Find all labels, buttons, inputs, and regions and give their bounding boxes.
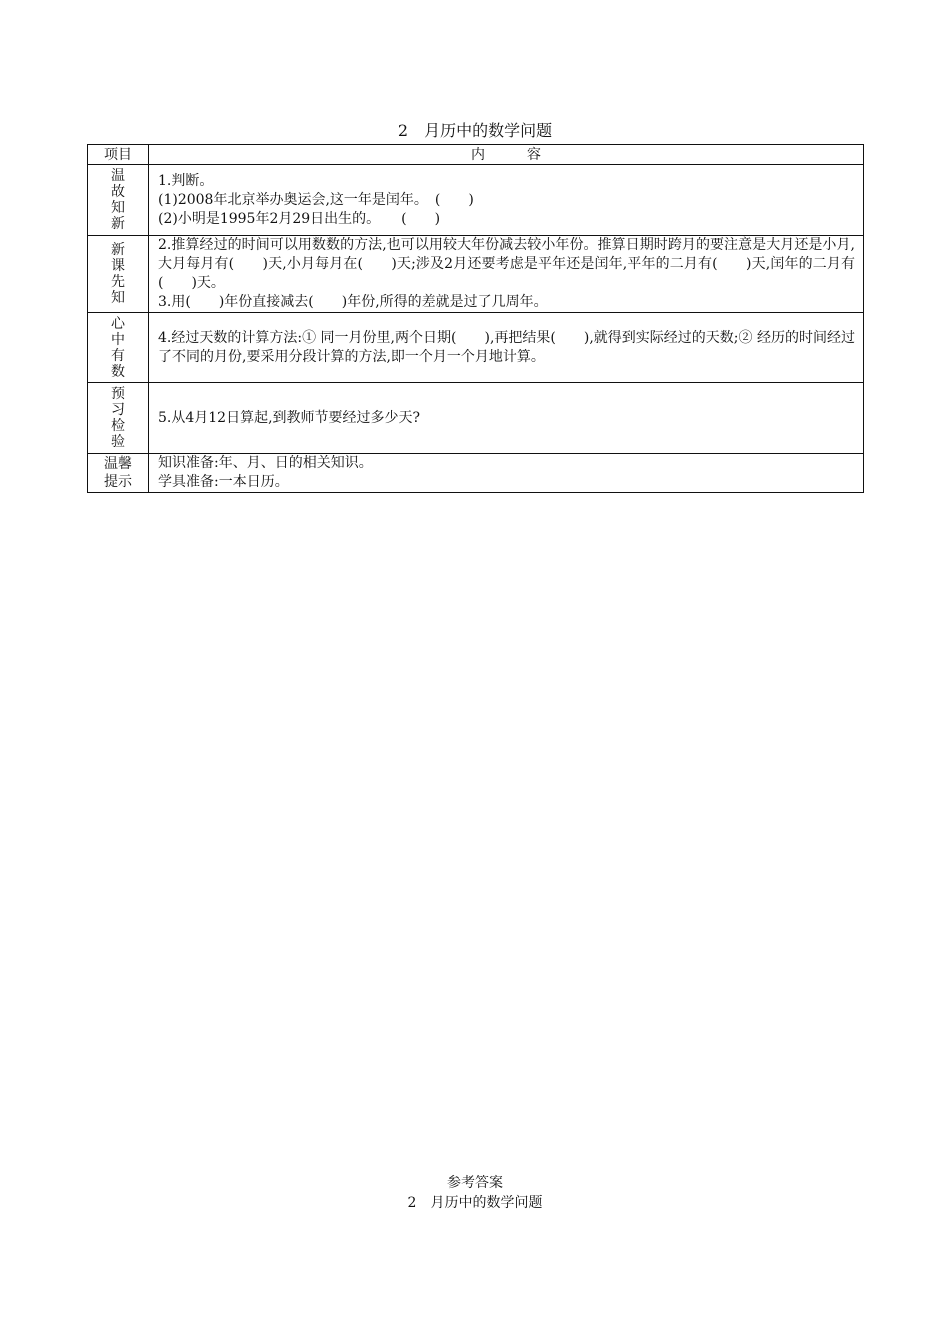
tip-knowledge: 知识准备:年、月、日的相关知识。	[158, 455, 373, 471]
row-content-key-points	[149, 313, 864, 383]
question-5: 5.从4月12日算起,到教师节要经过多少天?	[158, 409, 421, 426]
document-title: 2 月历中的数学问题	[397, 121, 553, 140]
question-1-part-1: (1)2008年北京举办奥运会,这一年是闰年。 ( )	[158, 191, 474, 208]
table-header-row	[88, 145, 864, 165]
table-row	[88, 383, 864, 454]
answer-heading: 参考答案	[447, 1175, 503, 1191]
question-2: 2.推算经过的时间可以用数数的方法,也可以用较大年份减去较小年份。推算日期时跨月的要注意是大月还是小月,大月每月有( )天,小月每月在( )天;涉及2月还要考虑是平年还是闰年,平年的二月有( )天,闰年的二月有( )天。	[158, 237, 855, 291]
row-label-key-points: 心 中 有 数	[88, 313, 149, 383]
answer-section	[0, 1173, 950, 1213]
table-row	[88, 165, 864, 236]
table-row	[88, 236, 864, 313]
answer-title: 2 月历中的数学问题	[407, 1195, 543, 1211]
row-content-check	[149, 383, 864, 454]
question-4: 4.经过天数的计算方法:① 同一月份里,两个日期( ),再把结果( ),就得到实际经过的天数;② 经历的时间经过了不同的月份,要采用分段计算的方法,即一个月一个月地计算。	[158, 329, 855, 365]
study-guide-table	[87, 144, 864, 493]
row-content-preview	[149, 236, 864, 313]
tip-tools: 学具准备:一本日历。	[158, 474, 289, 490]
row-label-review: 温 故 知 新	[88, 165, 149, 236]
row-content-tips	[149, 454, 864, 493]
table-row	[88, 313, 864, 383]
table-row	[88, 454, 864, 493]
header-content: 内 容	[149, 145, 864, 165]
question-3: 3.用( )年份直接减去( )年份,所得的差就是过了几周年。	[158, 294, 548, 310]
question-1: 1.判断。	[158, 172, 214, 189]
question-1-part-2: (2)小明是1995年2月29日出生的。 ( )	[158, 210, 441, 227]
row-label-tips: 温馨 提示	[88, 454, 149, 493]
row-label-check: 预 习 检 验	[88, 383, 149, 454]
row-label-preview: 新 课 先 知	[88, 236, 149, 313]
row-content-review	[149, 165, 864, 236]
header-item: 项目	[88, 145, 149, 165]
